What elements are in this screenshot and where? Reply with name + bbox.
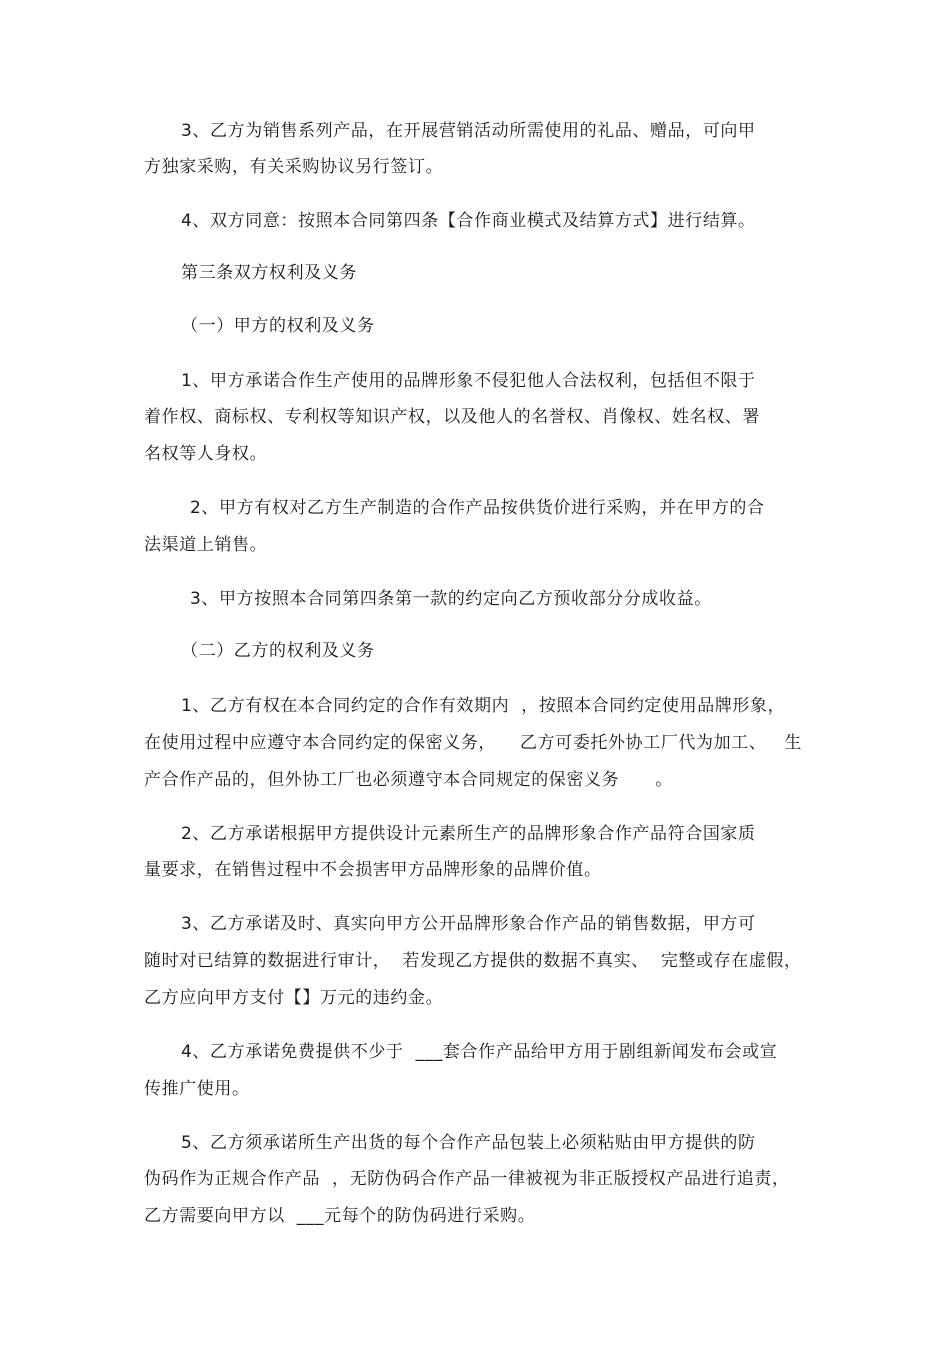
- party-b-item-4-line-1: 4、乙方承诺免费提供不少于 ___套合作产品给甲方用于剧组新闻发布会或宣: [181, 1042, 778, 1062]
- paragraph-1-line-1: 3、乙方为销售系列产品，在开展营销活动所需使用的礼品、赠品，可向甲: [181, 121, 756, 141]
- party-b-item-2-line-1: 2、乙方承诺根据甲方提供设计元素所生产的品牌形象合作产品符合国家质: [181, 824, 756, 844]
- section-party-a-heading: （一）甲方的权利及义务: [181, 316, 375, 336]
- article-3-heading: 第三条双方权利及义务: [181, 263, 357, 283]
- paragraph-2-line-1: 4、双方同意：按照本合同第四条【合作商业模式及结算方式】进行结算。: [181, 211, 756, 231]
- paragraph-1-line-2: 方独家采购，有关采购协议另行签订。: [144, 157, 444, 177]
- party-a-item-3-line-1: 3、甲方按照本合同第四条第一款的约定向乙方预收部分分成收益。: [190, 589, 712, 609]
- party-a-item-1-line-1: 1、甲方承诺合作生产使用的品牌形象不侵犯他人合法权利，包括但不限于: [181, 371, 756, 391]
- party-b-item-5-line-1: 5、乙方须承诺所生产出货的每个合作产品包装上必须粘贴由甲方提供的防: [181, 1133, 756, 1153]
- party-b-item-5-line-3: 乙方需要向甲方以 ___元每个的防伪码进行采购。: [144, 1206, 536, 1226]
- party-a-item-1-line-2: 着作权、商标权、专利权等知识产权，以及他人的名誉权、肖像权、姓名权、署: [144, 407, 760, 427]
- party-b-item-1-line-1: 1、乙方有权在本合同约定的合作有效期内 ，按照本合同约定使用品牌形象，: [181, 696, 786, 716]
- section-party-b-heading: （二）乙方的权利及义务: [181, 641, 375, 661]
- party-b-item-3-line-3: 乙方应向甲方支付【】万元的违约金。: [144, 988, 444, 1008]
- party-b-item-5-line-2: 伪码作为正规合作产品 ，无防伪码合作产品一律被视为非正版授权产品进行追责，: [144, 1169, 790, 1189]
- party-b-item-1-line-2: 在使用过程中应遵守本合同约定的保密义务， 乙方可委托外协工厂代为加工、 生: [144, 733, 803, 753]
- party-b-item-3-line-2: 随时对已结算的数据进行审计， 若发现乙方提供的数据不真实、 完整或存在虚假，: [144, 951, 802, 971]
- party-b-item-3-line-1: 3、乙方承诺及时、真实向甲方公开品牌形象合作产品的销售数据，甲方可: [181, 914, 756, 934]
- party-b-item-2-line-2: 量要求，在销售过程中不会损害甲方品牌形象的品牌价值。: [144, 860, 602, 880]
- party-b-item-4-line-2: 传推广使用。: [144, 1079, 250, 1099]
- party-b-item-1-line-3: 产合作产品的，但外协工厂也必须遵守本合同规定的保密义务 。: [144, 770, 673, 790]
- party-a-item-2-line-2: 法渠道上销售。: [144, 535, 268, 555]
- party-a-item-1-line-3: 名权等人身权。: [144, 444, 268, 464]
- party-a-item-2-line-1: 2、甲方有权对乙方生产制造的合作产品按供货价进行采购，并在甲方的合: [190, 498, 765, 518]
